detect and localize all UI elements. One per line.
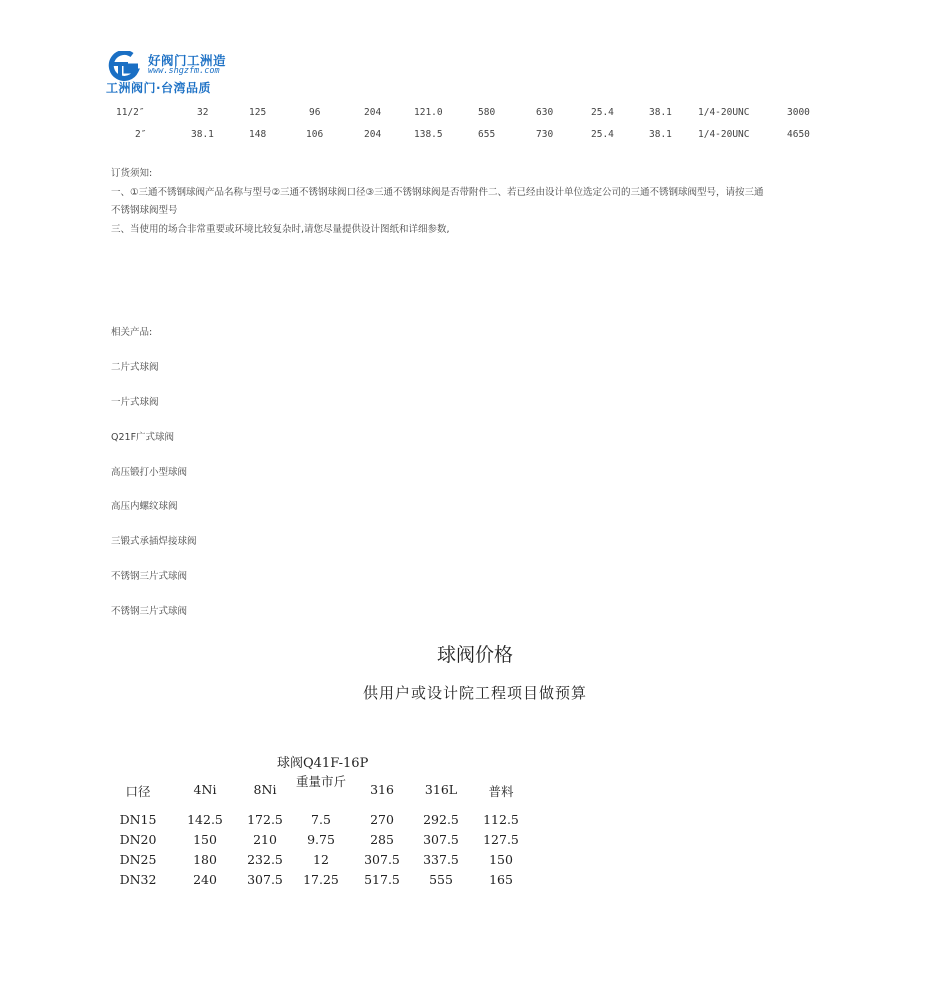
table-cell: 517.5 (364, 872, 400, 887)
spec-cell: 25.4 (591, 129, 614, 140)
column-header: 口径 (125, 784, 151, 799)
table-cell: 150 (193, 832, 217, 847)
table-cell: 270 (370, 812, 394, 827)
table-cell: 165 (489, 872, 513, 887)
spec-cell: 1/4-20UNC (698, 107, 750, 118)
table-cell: DN32 (119, 872, 157, 887)
spec-cell: 38.1 (649, 107, 672, 118)
spec-cell: 125 (249, 107, 267, 118)
table-cell: 150 (489, 852, 513, 867)
table-cell: 232.5 (247, 852, 283, 867)
spec-cell: 106 (306, 129, 324, 140)
spec-cell: 630 (536, 107, 554, 118)
price-title: 球阀价格 (436, 644, 513, 666)
logo-slogan: 工洲阀门·台湾品质 (106, 81, 212, 95)
related-product-link[interactable]: 二片式球阀 (111, 362, 159, 373)
gt-logo-mark-icon (106, 51, 146, 81)
order-notes-line: 一、①三通不锈钢球阀产品名称与型号②三通不锈钢球阀口径③三通不锈钢球阀是否带附件二、若已经由设计单位选定公司的三通不锈钢球阀型号，请按三通 (111, 187, 764, 198)
table-cell: 307.5 (247, 872, 283, 887)
table-cell: 112.5 (483, 812, 519, 827)
table-cell: 307.5 (423, 832, 459, 847)
table-cell: 210 (253, 832, 277, 847)
table-cell: 7.5 (311, 812, 331, 827)
column-header: 316 (370, 782, 394, 797)
spec-cell: 96 (309, 107, 321, 118)
spec-cell: 25.4 (591, 107, 614, 118)
spec-cell: 2″ (135, 129, 147, 140)
table-cell: 180 (193, 852, 217, 867)
spec-cell: 121.0 (414, 107, 443, 118)
table-cell: 307.5 (364, 852, 400, 867)
table-cell: DN15 (119, 812, 157, 827)
company-logo (106, 51, 239, 95)
related-product-link[interactable]: 高压内螺纹球阀 (111, 501, 178, 512)
table-cell: 172.5 (247, 812, 283, 827)
related-product-link[interactable]: 三锻式承插焊接球阀 (111, 536, 197, 547)
table-cell: 17.25 (303, 872, 339, 887)
spec-cell: 3000 (787, 107, 810, 118)
order-notes-line: 不锈钢球阀型号 (111, 205, 178, 216)
price-table-caption: 球阀Q41F-16P (277, 756, 369, 771)
related-product-link[interactable]: 不锈钢三片式球阀 (111, 571, 188, 582)
spec-cell: 38.1 (191, 129, 214, 140)
price-subtitle: 供用户或设计院工程项目做预算 (362, 684, 587, 702)
related-product-link[interactable]: Q21F广式球阀 (111, 432, 175, 443)
spec-cell: 1/4-20UNC (698, 129, 750, 140)
table-cell: 337.5 (423, 852, 459, 867)
table-cell: 12 (313, 852, 329, 867)
table-cell: 127.5 (483, 832, 519, 847)
column-header: 8Ni (253, 782, 277, 797)
table-cell: 9.75 (307, 832, 335, 847)
related-products-heading: 相关产品: (111, 327, 153, 338)
table-cell: 292.5 (423, 812, 459, 827)
table-cell: 240 (193, 872, 217, 887)
spec-cell: 32 (197, 107, 209, 118)
table-cell: DN20 (119, 832, 157, 847)
spec-cell: 580 (478, 107, 496, 118)
logo-brand-text: 好阀门工洲造 (148, 53, 227, 68)
spec-cell: 11/2″ (116, 107, 145, 118)
table-cell: 142.5 (187, 812, 223, 827)
spec-cell: 4650 (787, 129, 810, 140)
column-header: 4Ni (193, 782, 217, 797)
column-header: 重量市斤 (296, 774, 347, 789)
spec-cell: 138.5 (414, 129, 443, 140)
spec-cell: 204 (364, 107, 382, 118)
spec-cell: 730 (536, 129, 554, 140)
spec-cell: 204 (364, 129, 382, 140)
spec-cell: 38.1 (649, 129, 672, 140)
table-cell: DN25 (119, 852, 157, 867)
spec-cell: 148 (249, 129, 267, 140)
spec-cell: 655 (478, 129, 496, 140)
table-cell: 555 (429, 872, 453, 887)
related-product-link[interactable]: 一片式球阀 (111, 397, 159, 408)
related-product-link[interactable]: 不锈钢三片式球阀 (111, 606, 188, 617)
order-notes-line: 三、当使用的场合非常重要或环境比较复杂时,请您尽量提供设计图纸和详细参数, (111, 224, 450, 235)
related-product-link[interactable]: 高压锻打小型球阀 (111, 467, 188, 478)
column-header: 316L (424, 782, 458, 797)
table-cell: 285 (370, 832, 394, 847)
column-header: 普料 (488, 784, 514, 799)
order-notes-heading: 订货须知: (111, 168, 153, 179)
logo-url: www.shgzfm.com (148, 66, 220, 76)
